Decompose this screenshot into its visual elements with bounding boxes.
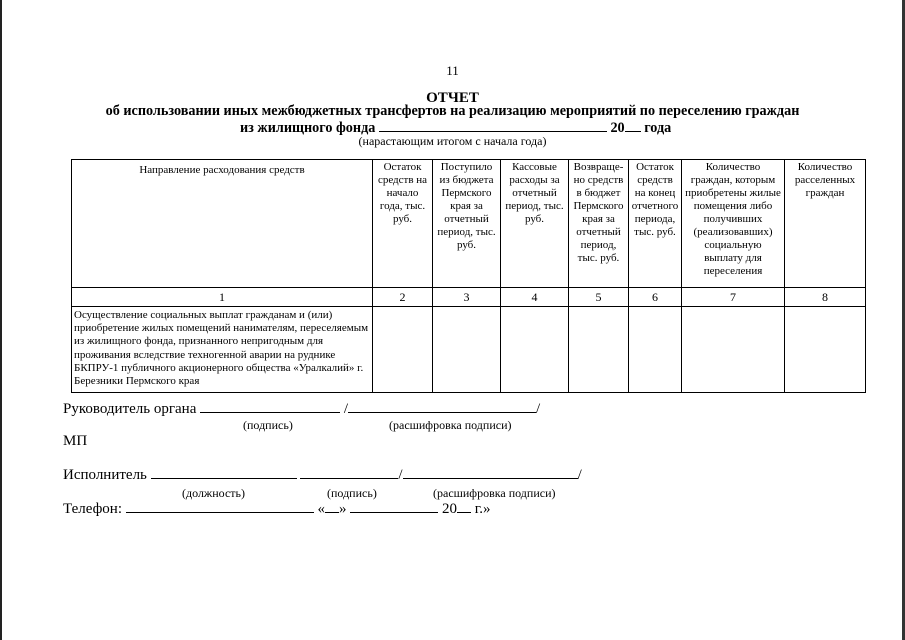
stamp-label: МП: [63, 433, 88, 449]
column-number: 7: [682, 288, 785, 307]
column-number: 5: [569, 288, 629, 307]
phone-label: Телефон:: [63, 501, 122, 517]
date-year-blank[interactable]: [457, 500, 471, 513]
table-header-row: [72, 160, 866, 288]
input-cell-cash-expenses[interactable]: [501, 307, 569, 393]
header-cell: Остаток средств на начало года, тыс. руб.: [373, 160, 433, 288]
executor-caption-position: (должность): [182, 486, 245, 500]
head-caption-signature: (подпись): [243, 418, 293, 432]
phone-blank[interactable]: [126, 500, 314, 513]
input-cell-citizens-provided[interactable]: [682, 307, 785, 393]
header-cell: Направление расходования средств: [72, 160, 373, 288]
page-number: 11: [446, 63, 459, 78]
input-cell-returned[interactable]: [569, 307, 629, 393]
subtitle-year-suffix: года: [644, 120, 672, 136]
subtitle-year-prefix: 20: [610, 120, 625, 136]
table-row: [72, 307, 866, 393]
column-number: 8: [785, 288, 866, 307]
executor-caption-decoding: (расшифровка подписи): [433, 486, 556, 500]
header-cell: Количество граждан, которым приобретены жилые помещения либо получивших (реализовавших) социальную выплату для переселения: [682, 160, 785, 288]
head-decoding-blank[interactable]: [348, 400, 536, 413]
date-day-blank[interactable]: [325, 500, 339, 513]
year-blank: [625, 119, 641, 132]
header-cell: Кассовые расходы за отчетный период, тыс. руб.: [501, 160, 569, 288]
column-number: 3: [433, 288, 501, 307]
executor-signature-line: Исполнитель / /: [63, 467, 582, 483]
executor-signature-blank[interactable]: [300, 466, 398, 479]
head-label: Руководитель органа: [63, 401, 197, 417]
row-description: Осуществление социальных выплат гражданам и (или) приобретение жилых помещений нанимателям, переселяемым из жилищного фонда, признанного непригодным для проживания вследствие техногенной аварии на руднике БКПРУ-1 публичного акционерного общества «Уралкалий» г. Березники Пермского края: [72, 307, 373, 393]
date-year-prefix: 20: [442, 501, 457, 517]
period-note: (нарастающим итогом с начала года): [358, 134, 547, 148]
report-table: [71, 159, 866, 393]
input-cell-closing-balance[interactable]: [629, 307, 682, 393]
fund-name-blank: [379, 119, 607, 132]
column-number: 1: [72, 288, 373, 307]
input-cell-received[interactable]: [433, 307, 501, 393]
head-caption-decoding: (расшифровка подписи): [389, 418, 512, 432]
phone-date-line: [63, 500, 490, 518]
date-close-quote: »: [339, 501, 347, 517]
column-number: 2: [373, 288, 433, 307]
date-month-blank[interactable]: [350, 500, 438, 513]
report-subtitle-line1: об использовании иных межбюджетных трансфертов на реализацию мероприятий по переселению граждан: [105, 103, 800, 119]
column-number: 4: [501, 288, 569, 307]
header-cell: Возвраще-но средств в бюджет Пермского края за отчетный период, тыс. руб.: [569, 160, 629, 288]
head-signature-blank[interactable]: [200, 400, 340, 413]
date-open-quote: «: [317, 501, 325, 517]
executor-label: Исполнитель: [63, 467, 147, 483]
column-number-row: [72, 288, 866, 307]
head-signature-line: Руководитель органа / /: [63, 401, 541, 417]
subtitle-fund-label: из жилищного фонда: [240, 120, 376, 136]
header-cell: Остаток средств на конец отчетного периода, тыс. руб.: [629, 160, 682, 288]
executor-decoding-blank[interactable]: [403, 466, 578, 479]
header-cell: Поступило из бюджета Пермского края за отчетный период, тыс. руб.: [433, 160, 501, 288]
executor-position-blank[interactable]: [151, 466, 297, 479]
input-cell-citizens-resettled[interactable]: [785, 307, 866, 393]
column-number: 6: [629, 288, 682, 307]
executor-caption-signature: (подпись): [327, 486, 377, 500]
input-cell-opening-balance[interactable]: [373, 307, 433, 393]
report-title: ОТЧЕТ: [426, 90, 479, 106]
header-cell: Количество расселенных граждан: [785, 160, 866, 288]
date-year-suffix: г.»: [474, 501, 491, 517]
